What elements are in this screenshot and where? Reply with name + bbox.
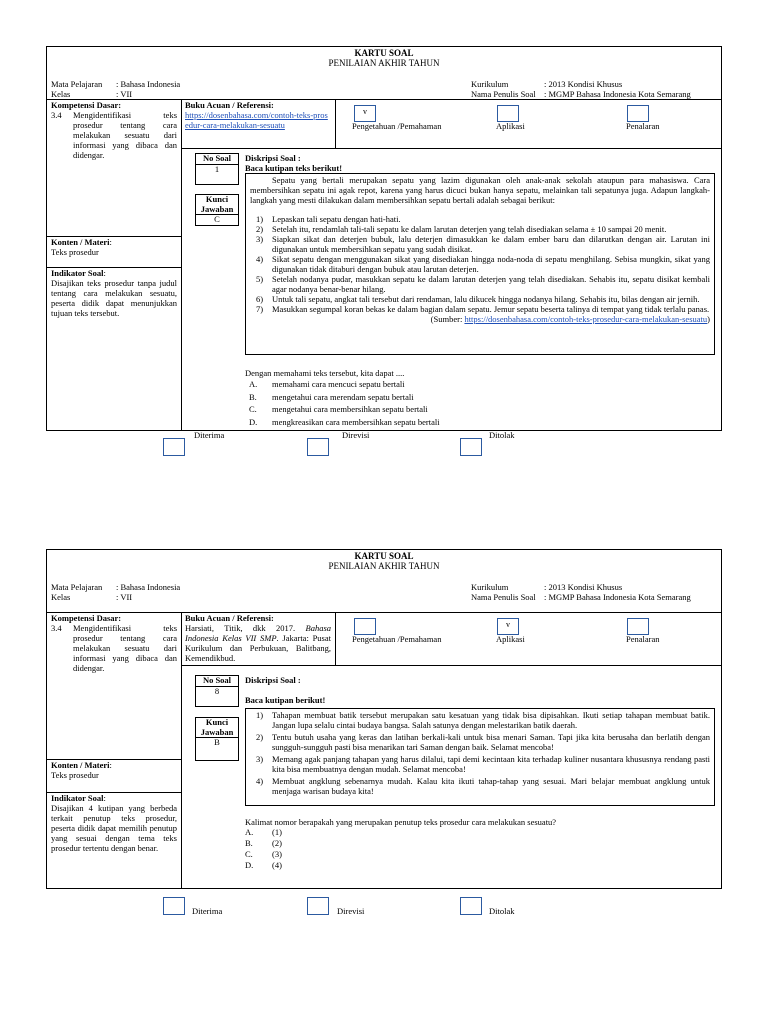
no-soal-value: 1 [214, 163, 220, 174]
kunci-value: C [214, 214, 220, 224]
kd-label: Kompetensi Dasar [51, 613, 119, 623]
card-header [47, 48, 721, 68]
list-item: 7) Masukkan segumpal koran bekas ke dalam bagian dalam sepatu. Jemur sepatu beserta talinya di tempat yang tidak terlalu panas. [256, 304, 710, 314]
konten-section: Konten / Materi: Teks prosedur [51, 760, 177, 780]
level-pengetahuan-checkbox[interactable]: v [354, 105, 376, 122]
pertanyaan: Kalimat nomor berapakah yang merupakan penutup teks prosedur cara melakukan sesuatu? [245, 817, 557, 827]
kutipan-list [250, 710, 710, 796]
konten-label: Konten / Materi [51, 760, 110, 770]
kd-text: Mengidentifikasi teks prosedur tentang cara melakukan sesuatu dari informasi yang dibaca dan didengar. [73, 623, 177, 673]
kurikulum-label: Kurikulum [471, 79, 509, 89]
indikator-value: Disajikan 4 kutipan yang berbeda terkait penutup teks prosedur, peserta didik dapat memilih penutup yang sesuai dengan tema teks prosedur tertentu dengan benar. [51, 803, 177, 853]
buku-title: Bahasa Indonesia Kelas VII SMP [185, 623, 331, 643]
indikator-label: Indikator Soal [51, 268, 104, 278]
card-title: KARTU SOAL [354, 551, 414, 561]
sumber-link[interactable]: https://dosenbahasa.com/contoh-teks-prosedur-cara-melakukan-sesuatu [464, 314, 708, 324]
card-subtitle: PENILAIAN AKHIR TAHUN [328, 58, 440, 68]
kunci-jawaban-box [195, 194, 239, 226]
diterima-checkbox[interactable] [163, 438, 185, 456]
pertanyaan: Dengan memahami teks tersebut, kita dapat .... [245, 368, 405, 378]
kd-number: 3.4 [51, 110, 62, 120]
no-soal-box [195, 675, 239, 707]
teks-bacaan-box [245, 173, 715, 355]
card-subtitle: PENILAIAN AKHIR TAHUN [328, 561, 440, 571]
paragraf: Sepatu yang bertali merupakan sepatu yang lazim digunakan oleh anak-anak sekolah ataupun para mahasiswa. Cara membersihkan sepatu ini agak repot, karena yang harus dicuci bukan hanya sepatu, melainkan tali sepatunya juga. Adapun langkah-langkah yang mesti dilakukan dalam membersihkan sepatu bertali adalah sebagai berikut: [250, 175, 710, 205]
indikator-value: Disajikan teks prosedur tanpa judul tentang cara melakukan sesuatu, peserta didik dapat menunjukkan tujuan teks tersebut. [51, 278, 177, 318]
diterima-label: Diterima [194, 430, 225, 440]
level-aplikasi-checkbox[interactable]: v [497, 618, 519, 635]
no-soal-label: No Soal [202, 153, 232, 163]
buku-authors: Harsiati, Titik, dkk 2017. [185, 623, 306, 633]
kunci-label: Kunci Jawaban [200, 717, 234, 737]
buku-link[interactable]: https://dosenbahasa.com/contoh-teks-prosedur-cara-melakukan-sesuatu [185, 110, 328, 130]
ditolak-label: Ditolak [489, 906, 515, 916]
list-item: 4) Membuat angklung sebenarnya mudah. Kalau kita ikuti tahap-tahap yang sesuai. Mari belajar membuat angklung untuk menjaga warisan budaya kita! [256, 776, 710, 796]
kd-section: Kompetensi Dasar: 3.4 Mengidentifikasi teks prosedur tentang cara melakukan sesuatu dari informasi yang dibaca dan didengar. [51, 100, 177, 160]
mapel-value: : Bahasa Indonesia [116, 582, 181, 592]
kd-number: 3.4 [51, 623, 62, 633]
deskripsi-label: Diskripsi Soal : [245, 153, 301, 163]
kutipan-box [245, 708, 715, 806]
kelas-label: Kelas [51, 89, 71, 99]
level-aplikasi-label: Aplikasi [496, 634, 525, 644]
list-item: 3) Siapkan sikat dan deterjen bubuk, lalu deterjen dimasukkan ke dalam ember baru dan dilarutkan dengan air. Larutan ini digunakan untuk membersihkan sepatu yang sudah disikat. [256, 234, 710, 254]
indikator-section: Indikator Soal: Disajikan 4 kutipan yang berbeda terkait penutup teks prosedur, peserta didik dapat memilih penutup yang sesuai dengan tema teks prosedur tertentu dengan benar. [51, 793, 177, 853]
kunci-jawaban-box [195, 717, 239, 761]
konten-section: Konten / Materi: Teks prosedur [51, 237, 177, 257]
kunci-label: Kunci Jawaban [200, 194, 234, 214]
direvisi-label: Direvisi [337, 906, 365, 916]
option-b: B. mengetahui cara merendam sepatu bertali [249, 391, 414, 402]
kartu-soal-1 [46, 46, 722, 431]
konten-value: Teks prosedur [51, 770, 99, 780]
level-aplikasi-checkbox[interactable] [497, 105, 519, 122]
penulis-label: Nama Penulis Soal [471, 89, 536, 99]
kd-label: Kompetensi Dasar [51, 100, 119, 110]
level-pengetahuan-label: Pengetahuan /Pemahaman [352, 121, 442, 131]
diterima-checkbox[interactable] [163, 897, 185, 915]
list-item: 2) Setelah itu, rendamlah tali-tali sepatu ke dalam larutan deterjen yang telah disediakan selama ± 10 sampai 20 menit. [256, 224, 667, 234]
buku-label: Buku Acuan / Referensi [185, 100, 272, 110]
konten-value: Teks prosedur [51, 247, 99, 257]
column-divider [335, 612, 336, 665]
deskripsi-label: Diskripsi Soal : [245, 675, 301, 685]
pertanyaan-section [245, 368, 715, 428]
option-a: A. (1) [245, 827, 282, 837]
kurikulum-value: : 2013 Kondisi Khusus [544, 582, 623, 592]
level-penalaran-label: Penalaran [626, 121, 660, 131]
kd-text: Mengidentifikasi teks prosedur tentang cara melakukan sesuatu dari informasi yang dibaca dan didengar. [73, 110, 177, 160]
level-penalaran-checkbox[interactable] [627, 105, 649, 122]
diterima-label: Diterima [192, 906, 223, 916]
option-d: D. mengkreasikan cara membersihkan sepatu bertali [249, 416, 440, 427]
penulis-value: : MGMP Bahasa Indonesia Kota Semarang [544, 592, 691, 602]
sumber: (Sumber: https://dosenbahasa.com/contoh-teks-prosedur-cara-melakukan-sesuatu) [430, 314, 710, 324]
buku-acuan-section: Buku Acuan / Referensi: Harsiati, Titik, dkk 2017. Bahasa Indonesia Kelas VII SMP. Jakarta: Pusat Kurikulum dan Perbukuan, Balitbang, Kemendikbud. [185, 613, 331, 663]
level-aplikasi-label: Aplikasi [496, 121, 525, 131]
instruksi: Baca kutipan berikut! [245, 695, 326, 705]
ditolak-checkbox[interactable] [460, 438, 482, 456]
kelas-value: : VII [116, 89, 133, 99]
kurikulum-label: Kurikulum [471, 582, 509, 592]
mapel-label: Mata Pelajaran [51, 582, 103, 592]
deskripsi-section [245, 675, 715, 705]
kunci-value: B [214, 737, 220, 747]
list-item: 5) Setelah nodanya pudar, masukkan sepatu ke dalam larutan deterjen yang telah disediakan. Sehabis itu, sepatu disikat kembali agar nodanya benar-benar hilang. [256, 274, 710, 294]
option-b: B. (2) [245, 838, 282, 848]
indikator-label: Indikator Soal [51, 793, 104, 803]
mapel-label: Mata Pelajaran [51, 79, 103, 89]
level-pengetahuan-label: Pengetahuan /Pemahaman [352, 634, 442, 644]
option-d: D. (4) [245, 860, 282, 870]
kelas-value: : VII [116, 592, 133, 602]
buku-acuan-section: Buku Acuan / Referensi: https://dosenbahasa.com/contoh-teks-prosedur-cara-melakukan-sesuatu [185, 100, 331, 130]
pertanyaan-section [245, 817, 715, 871]
kelas-label: Kelas [51, 592, 71, 602]
level-pengetahuan-checkbox[interactable] [354, 618, 376, 635]
list-item: 3) Memang agak panjang tahapan yang harus dilalui, tapi demi kecintaan kita terhadap kuliner nusantara khususnya rendang pasti kita bisa membuatnya dengan mudah. Selamat mencoba! [256, 754, 710, 774]
buku-publisher: . Jakarta: Pusat Kurikulum dan Perbukuan, Balitbang, Kemendikbud. [185, 633, 331, 663]
column-divider [335, 99, 336, 148]
mapel-value: : Bahasa Indonesia [116, 79, 181, 89]
option-c: C. mengetahui cara membersihkan sepatu bertali [249, 404, 428, 414]
no-soal-box [195, 153, 239, 185]
direvisi-label: Direvisi [342, 430, 370, 440]
instruksi: Baca kutipan teks berikut! [245, 163, 343, 173]
list-item: 1) Lepaskan tali sepatu dengan hati-hati. [256, 214, 401, 224]
ditolak-checkbox[interactable] [460, 897, 482, 915]
indikator-section: Indikator Soal: Disajikan teks prosedur tanpa judul tentang cara melakukan sesuatu, peserta didik dapat menunjukkan tujuan teks tersebut. [51, 268, 177, 318]
buku-label: Buku Acuan / Referensi [185, 613, 272, 623]
kartu-soal-2 [46, 549, 722, 889]
penulis-label: Nama Penulis Soal [471, 592, 536, 602]
ditolak-label: Ditolak [489, 430, 515, 440]
divider [181, 148, 721, 149]
langkah-list [250, 214, 710, 314]
direvisi-checkbox[interactable] [307, 438, 329, 456]
list-item: 2) Tentu butuh usaha yang keras dan latihan berkali-kali untuk bisa menari Saman. Tapi jika kita berusaha dan berlatih dengan sungguh-sungguh pasti bisa menarikan tari Saman dengan baik. Selamat mencoba! [256, 732, 710, 752]
deskripsi-section [245, 153, 715, 173]
level-penalaran-label: Penalaran [626, 634, 660, 644]
penulis-value: : MGMP Bahasa Indonesia Kota Semarang [544, 89, 691, 99]
level-penalaran-checkbox[interactable] [627, 618, 649, 635]
kd-section: Kompetensi Dasar: 3.4 Mengidentifikasi teks prosedur tentang cara melakukan sesuatu dari informasi yang dibaca dan didengar. [51, 613, 177, 673]
column-divider [181, 612, 182, 888]
no-soal-value: 8 [214, 685, 220, 696]
card-title: KARTU SOAL [354, 48, 414, 58]
option-c: C. (3) [245, 849, 282, 859]
list-item: 1) Tahapan membuat batik tersebut merupakan satu kesatuan yang tidak bisa dipisahkan. Ikuti setiap tahapan membuat batik. Jangan lupa selalu cintai budaya bangsa. Salah satunya dengan melestarikan batik daerah. [256, 710, 710, 730]
card-header [47, 551, 721, 571]
konten-label: Konten / Materi [51, 237, 110, 247]
list-item: 6) Untuk tali sepatu, angkat tali tersebut dari rendaman, lalu dikucek hingga nodanya hilang. Sehabis itu, bilas dengan air jernih. [256, 294, 700, 304]
divider [181, 665, 721, 666]
list-item: 4) Sikat sepatu dengan menggunakan sikat yang disediakan hingga noda-noda di sepatu menghilang. Sebisa mungkin, sikat yang digunakan tidak ditaburi dengan bubuk atau larutan deterjen. [256, 254, 710, 274]
option-a: A. memahami cara mencuci sepatu bertali [249, 379, 405, 389]
kurikulum-value: : 2013 Kondisi Khusus [544, 79, 623, 89]
direvisi-checkbox[interactable] [307, 897, 329, 915]
no-soal-label: No Soal [202, 675, 232, 685]
